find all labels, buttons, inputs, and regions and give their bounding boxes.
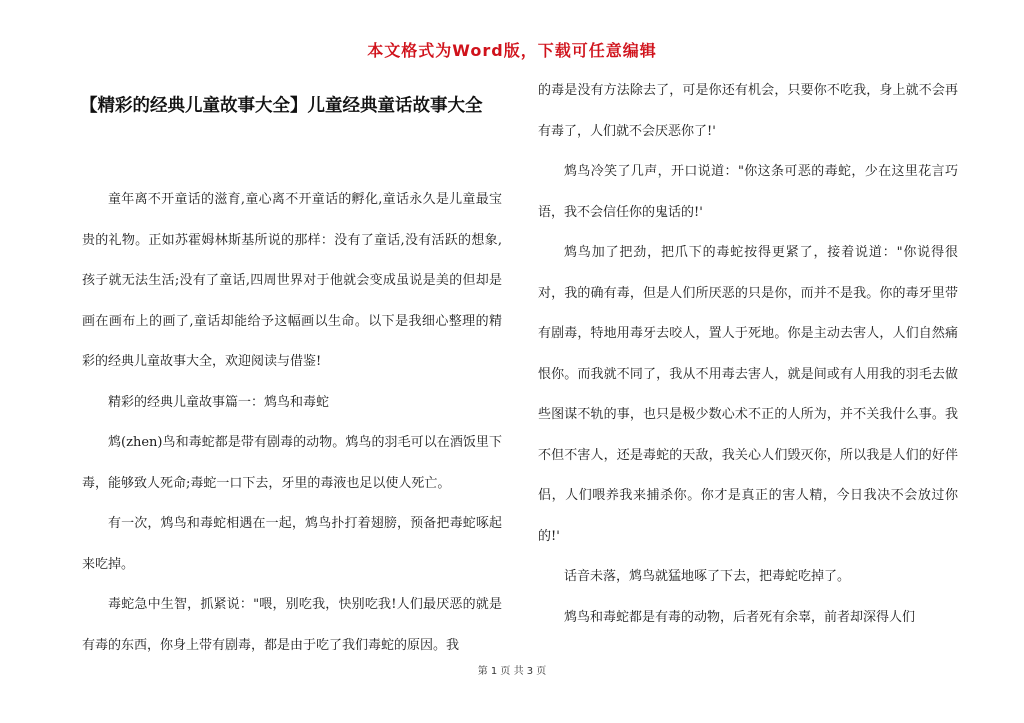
- story-paragraph: 鸩鸟和毒蛇都是有毒的动物，后者死有余辜，前者却深得人们: [564, 609, 916, 625]
- intro-paragraph: 童年离不开童话的滋育,童心离不开童话的孵化,童话永久是儿童最宝贵的礼物。正如苏霍姆林斯基所说的那样：没有了童话,没有活跃的想象,孩子就无法生活;没有了童话,四周世界对于他就会变成虽说是美的但却是画在画布上的画了,童话却能给予这幅画以生命。以下是我细心整理的精彩的经典儿童故事大全，欢迎阅读与借鉴!: [82, 192, 502, 369]
- story-heading: 精彩的经典儿童故事篇一：鸩鸟和毒蛇: [108, 394, 330, 410]
- document-title: 【精彩的经典儿童故事大全】儿童经典童话故事大全: [80, 96, 483, 116]
- story-paragraph: 话音未落，鸩鸟就猛地啄了下去，把毒蛇吃掉了。: [564, 569, 851, 584]
- story-paragraph: 有一次，鸩鸟和毒蛇相遇在一起，鸩鸟扑打着翅膀，预备把毒蛇啄起来吃掉。: [82, 516, 502, 572]
- story-paragraph: 鸩鸟加了把劲，把爪下的毒蛇按得更紧了，接着说道："你说得很对，我的确有毒，但是人们所厌恶的只是你，而并不是我。你的毒牙里带有剧毒，特地用毒牙去咬人，置人于死地。你是主动去害人，人们自然痛恨你。而我就不同了，我从不用毒去害人，就是间或有人用我的羽毛去做些图谋不轨的事，也只是极少数心术不正的人所为，并不关我什么事。我不但不害人，还是毒蛇的天敌，我关心人们毁灭你，所以我是人们的好伴侣，人们喂养我来捕杀你。你才是真正的害人精，今日我决不会放过你的!': [538, 245, 958, 544]
- right-column: [538, 71, 958, 638]
- left-column: [82, 86, 502, 666]
- story-paragraph-continued: 的毒是没有方法除去了，可是你还有机会，只要你不吃我，身上就不会再有毒了，人们就不会厌恶你了!': [538, 83, 958, 139]
- story-paragraph: 毒蛇急中生智，抓紧说："喂，别吃我，快别吃我!人们最厌恶的就是有毒的东西，你身上带有剧毒，都是由于吃了我们毒蛇的原因。我: [82, 597, 502, 653]
- word-edit-banner: 本文格式为Word版，下载可任意编辑: [367, 41, 657, 60]
- page-number-footer: 第 1 页 共 3 页: [477, 666, 547, 677]
- story-paragraph: 鸩鸟冷笑了几声，开口说道："你这条可恶的毒蛇，少在这里花言巧语，我不会信任你的鬼话的!': [538, 164, 958, 220]
- story-paragraph: 鸩(zhen)鸟和毒蛇都是带有剧毒的动物。鸩鸟的羽毛可以在酒饭里下毒，能够致人死命;毒蛇一口下去，牙里的毒液也足以使人死亡。: [82, 435, 502, 491]
